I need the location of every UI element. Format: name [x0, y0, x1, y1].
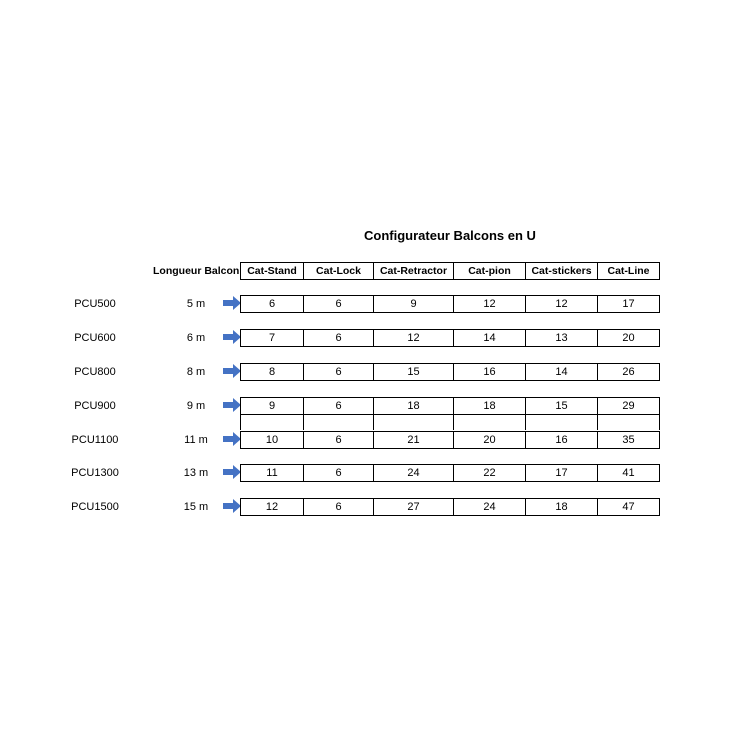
- cell-cat-pion: 20: [453, 432, 525, 448]
- cell-cat-stand: 10: [265, 434, 279, 446]
- row-length: 13 m: [183, 467, 209, 479]
- row-length: 9 m: [186, 400, 206, 412]
- row-length: 6 m: [186, 332, 206, 344]
- cell-cat-stickers: 16: [525, 432, 597, 448]
- cell-cat-stickers: 13: [525, 330, 597, 346]
- cell-cat-retractor: 15: [373, 364, 453, 380]
- cell-cat-line: 26: [597, 364, 659, 380]
- row-length: 8 m: [186, 366, 206, 378]
- cell-cat-pion: 22: [453, 465, 525, 481]
- row-length: 11 m: [184, 434, 208, 446]
- cell-cat-lock: 6: [303, 330, 373, 346]
- arrow-right-icon: [223, 465, 241, 479]
- row-code: PCU600: [74, 332, 116, 344]
- cell-cat-stickers: 17: [525, 465, 597, 481]
- cell-cat-lock: 6: [303, 296, 373, 312]
- cell-cat-lock: 6: [303, 465, 373, 481]
- row-code: PCU900: [74, 400, 116, 412]
- arrow-right-icon: [223, 432, 241, 446]
- table-row: [240, 329, 660, 347]
- cell-cat-pion: 18: [453, 398, 525, 414]
- cell-cat-line: 17: [597, 296, 659, 312]
- column-header-cat-retractor: Cat-Retractor: [373, 263, 453, 279]
- table-row: [240, 295, 660, 313]
- column-header-cat-stand: Cat-Stand: [247, 265, 297, 277]
- spacer-row: [240, 414, 660, 430]
- page-title: Configurateur Balcons en U: [364, 228, 536, 243]
- arrow-right-icon: [223, 330, 241, 344]
- row-code: PCU1100: [71, 434, 119, 446]
- cell-cat-line: 35: [597, 432, 659, 448]
- column-header-cat-lock: Cat-Lock: [303, 263, 373, 279]
- table-row: [240, 363, 660, 381]
- spacer-cell: [303, 414, 373, 430]
- table-row: [240, 431, 660, 449]
- cell-cat-lock: 6: [303, 432, 373, 448]
- row-length: 5 m: [186, 298, 206, 310]
- cell-cat-lock: 6: [303, 398, 373, 414]
- spacer-cell: [453, 414, 525, 430]
- cell-cat-stickers: 18: [525, 499, 597, 515]
- row-code: PCU500: [74, 298, 116, 310]
- row-code: PCU800: [74, 366, 116, 378]
- row-length: 15 m: [183, 501, 209, 513]
- row-code: PCU1300: [71, 467, 119, 479]
- row-code: PCU1500: [71, 501, 119, 513]
- table-row: [240, 397, 660, 415]
- arrow-right-icon: [223, 499, 241, 513]
- table-header: [240, 262, 660, 280]
- column-header-cat-pion: Cat-pion: [453, 263, 525, 279]
- cell-cat-line: 41: [597, 465, 659, 481]
- cell-cat-pion: 24: [453, 499, 525, 515]
- arrow-right-icon: [223, 364, 241, 378]
- cell-cat-stickers: 15: [525, 398, 597, 414]
- cell-cat-retractor: 12: [373, 330, 453, 346]
- cell-cat-line: 20: [597, 330, 659, 346]
- cell-cat-line: 29: [597, 398, 659, 414]
- spacer-cell: [241, 414, 303, 430]
- spacer-cell: [373, 414, 453, 430]
- cell-cat-stickers: 12: [525, 296, 597, 312]
- arrow-right-icon: [223, 398, 241, 412]
- cell-cat-stickers: 14: [525, 364, 597, 380]
- cell-cat-stand: 11: [266, 467, 278, 479]
- cell-cat-stand: 8: [268, 366, 276, 378]
- table-row: [240, 498, 660, 516]
- cell-cat-retractor: 18: [373, 398, 453, 414]
- arrow-right-icon: [223, 296, 241, 310]
- cell-cat-retractor: 24: [373, 465, 453, 481]
- length-header: Longueur Balcon: [153, 265, 240, 277]
- cell-cat-stand: 6: [268, 298, 276, 310]
- cell-cat-stand: 9: [268, 400, 276, 412]
- cell-cat-retractor: 21: [373, 432, 453, 448]
- column-header-cat-line: Cat-Line: [597, 263, 659, 279]
- cell-cat-stand: 7: [268, 332, 276, 344]
- cell-cat-lock: 6: [303, 499, 373, 515]
- cell-cat-lock: 6: [303, 364, 373, 380]
- cell-cat-pion: 14: [453, 330, 525, 346]
- cell-cat-pion: 16: [453, 364, 525, 380]
- cell-cat-stand: 12: [265, 501, 279, 513]
- column-header-cat-stickers: Cat-stickers: [525, 263, 597, 279]
- spacer-cell: [525, 414, 597, 430]
- cell-cat-pion: 12: [453, 296, 525, 312]
- spacer-cell: [597, 414, 659, 430]
- cell-cat-retractor: 27: [373, 499, 453, 515]
- cell-cat-retractor: 9: [373, 296, 453, 312]
- cell-cat-line: 47: [597, 499, 659, 515]
- table-row: [240, 464, 660, 482]
